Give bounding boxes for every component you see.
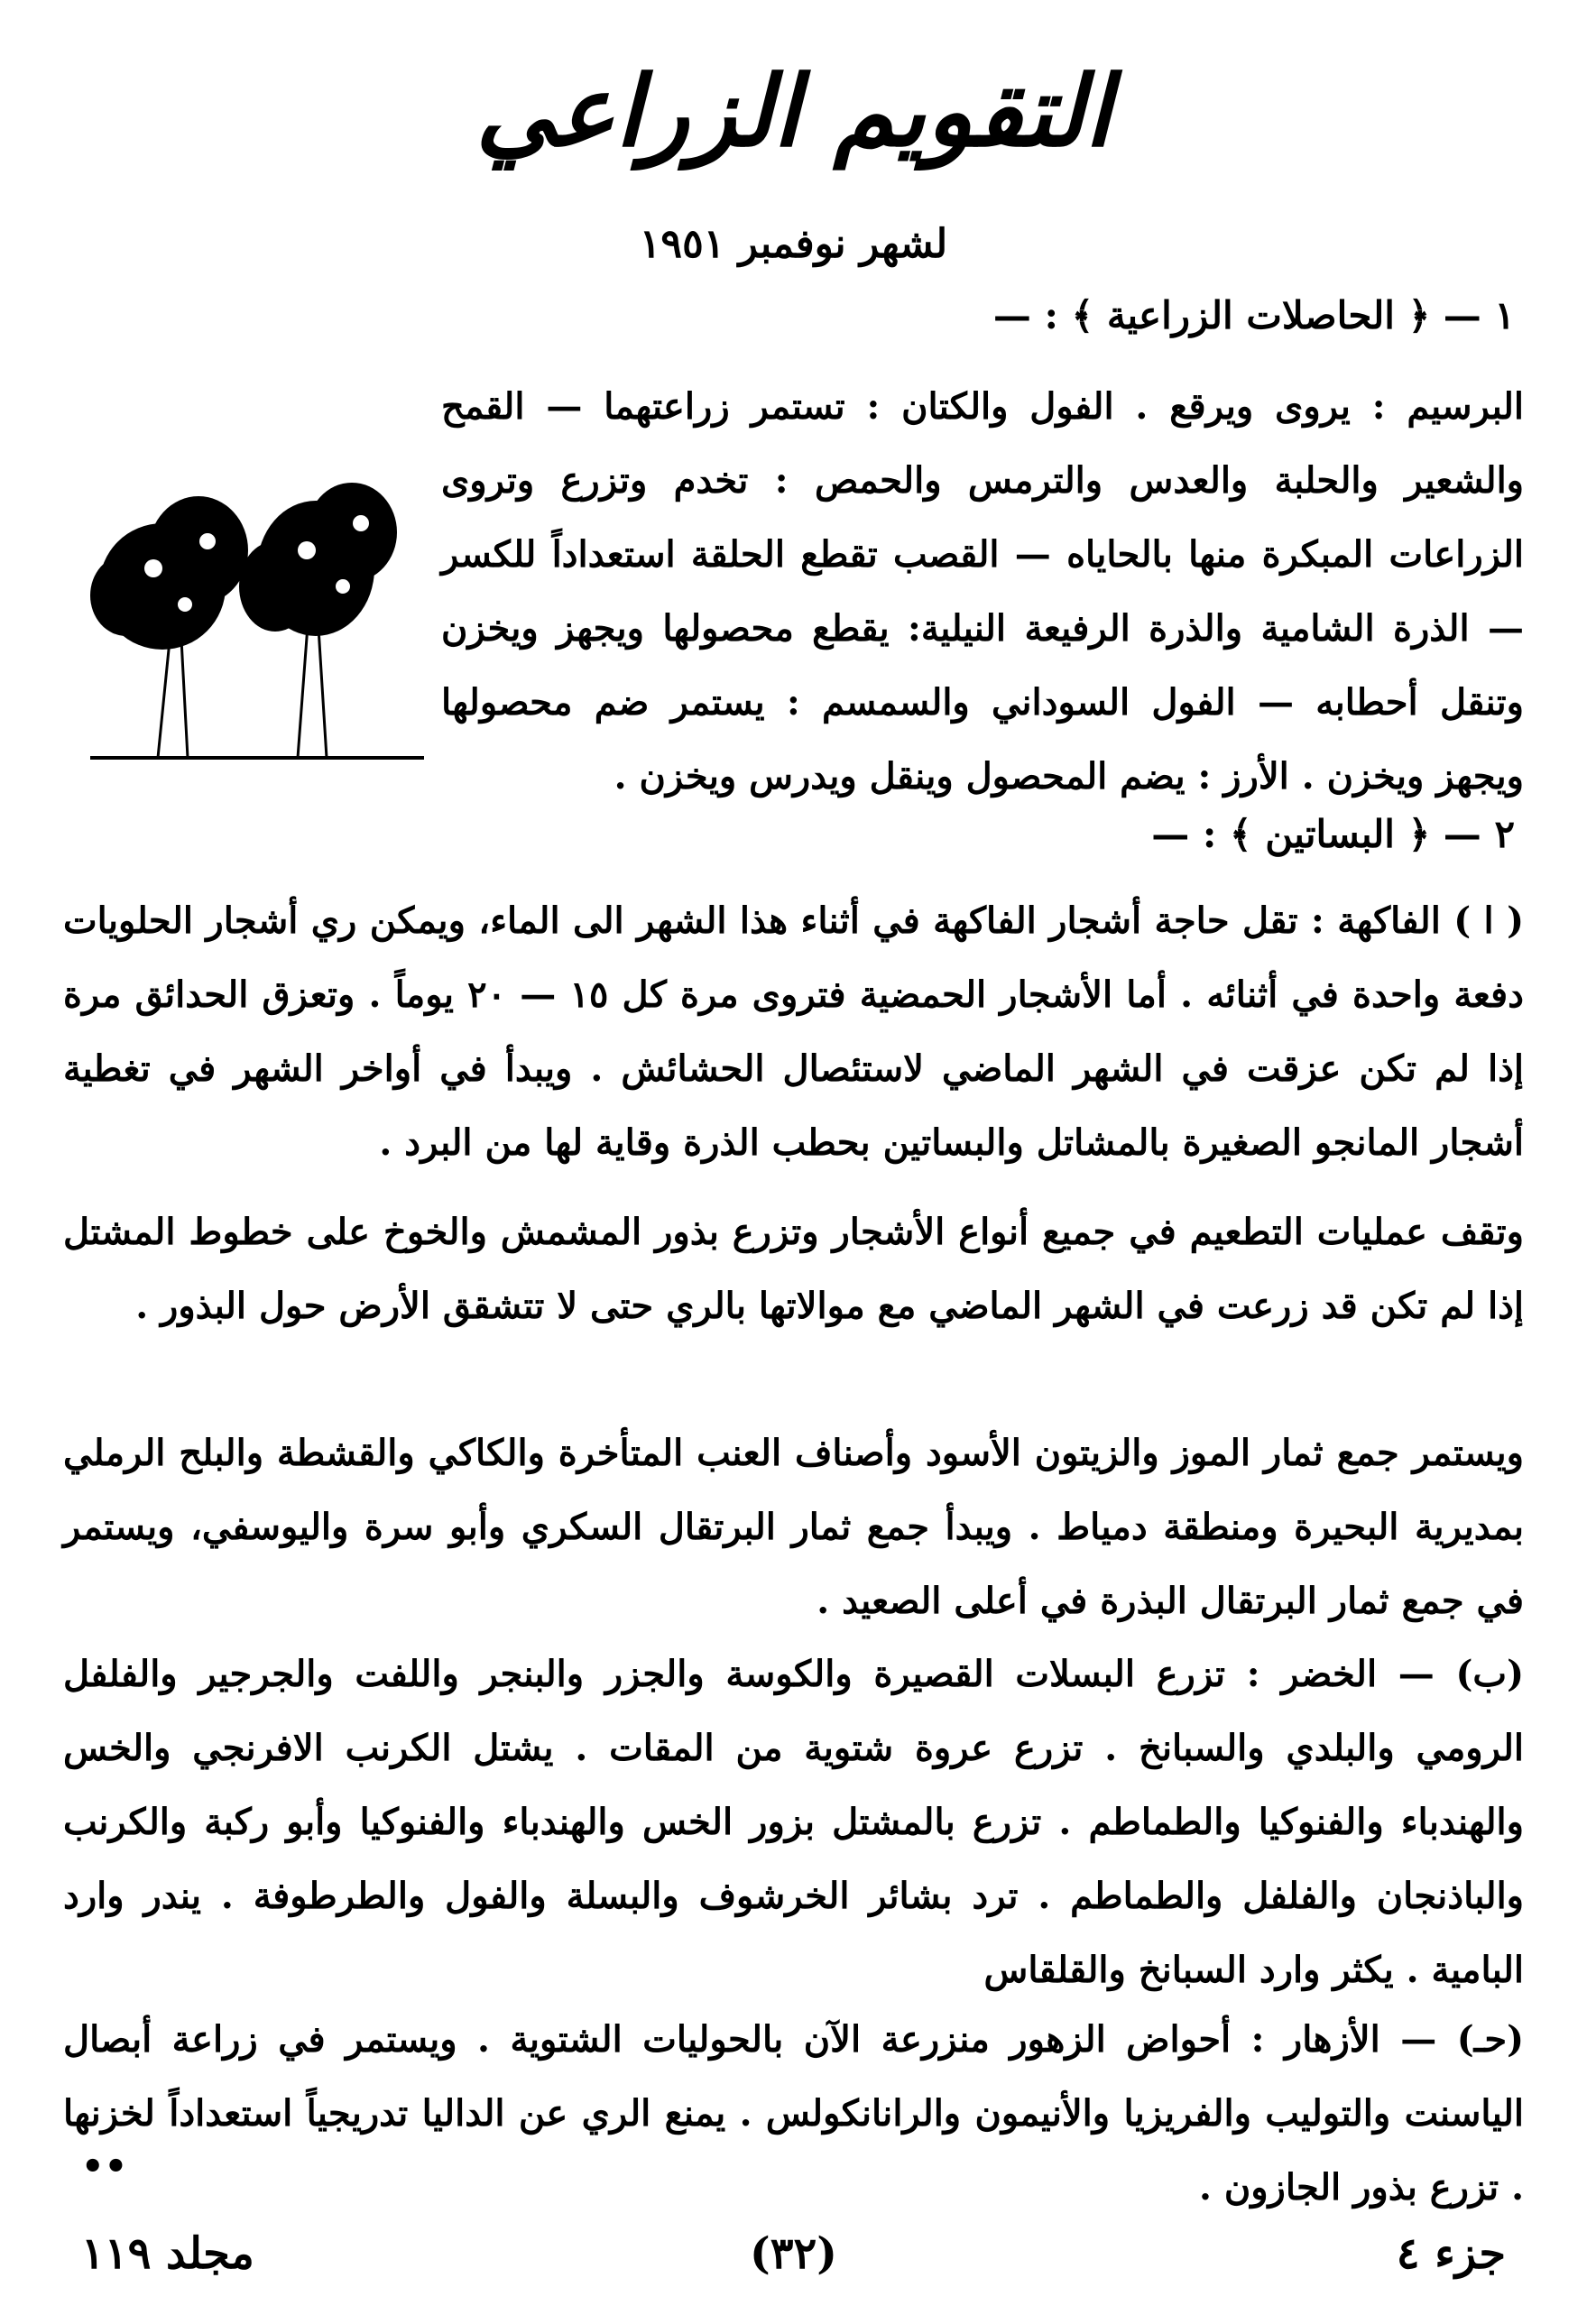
footer-volume: مجلد ١١٩ — [81, 2228, 254, 2279]
vegetables-paragraph: (ب) — الخضر : تزرع البسلات القصيرة والكوسة والجزر والبنجر واللفت والجرجير والفلفل الرومي والبلدي والسبانخ . تزرع عروة شتوية من المقات . يشتل الكرنب الافرنجي والخس والهندباء والفنوكيا والطماطم . تزرع بالمشتل بزور الخس والهندباء والفنوكيا وأبو ركبة والكرنب والباذنجان والفلفل والطماطم . ترد بشائر الخرشوف والبسلة والفول والطرطوفة . يندر وارد البامية . يكثر وارد السبانخ والقلقاس — [63, 1653, 1524, 1991]
section1-heading: ١ — ﴿ الحاصلات الزراعية ﴾ : — — [992, 293, 1515, 337]
flowers-paragraph: (حـ) — الأزهار : أحواض الزهور منزرعة الآن بالحوليات الشتوية . ويستمر في زراعة أبصال الياسنت والتوليب والفريزيا والأنيمون والرانانكولس . يمنع الري عن الداليا تدريجياً استعداداً لخزنها . تزرع بذور الجازون . — [63, 2018, 1524, 2209]
grafting-paragraph: وتقف عمليات التطعيم في جميع أنواع الأشجار وتزرع بذور المشمش والخوخ على خطوط المشتل إذا لم تكن قد زرعت في الشهر الماضي مع موالاتها بالري حتى لا تتشقق الأرض حول البذور . — [63, 1211, 1524, 1327]
page-title: التقويم الزراعي — [475, 55, 1112, 169]
end-stars: •• — [81, 2145, 128, 2188]
harvest-paragraph: ويستمر جمع ثمار الموز والزيتون الأسود وأصناف العنب المتأخرة والكاكي والقشطة والبلح الرملي بمديرية البحيرة ومنطقة دمياط . ويبدأ جمع ثمار البرتقال السكري وأبو سرة واليوسفي، ويستمر في جمع ثمار البرتقال البذرة في أعلى الصعيد . — [63, 1432, 1524, 1622]
footer-page-number: (٣٢) — [750, 2228, 837, 2279]
footer-part: جزء ٤ — [1396, 2228, 1506, 2279]
section1-paragraph: البرسيم : يروى ويرقع . الفول والكتان : تستمر زراعتهما — القمح والشعير والحلبة والعدس والترمس والحمص : تخدم وتزرع وتروى الزراعات المبكرة منها بالحاياه — القصب تقطع الحلقة استعداداً للكسر — الذرة الشامية والذرة الرفيعة النيلية: يقطع محصولها ويجهز ويخزن وتنقل أحطابه — الفول السوداني والسمسم : يستمر ضم محصولها ويجهز ويخزن . الأرز : يضم المحصول وينقل ويدرس ويخزن . — [441, 385, 1524, 798]
page — [63, 36, 1524, 2292]
page-footer — [63, 2228, 1524, 2292]
section2-heading: ٢ — ﴿ البساتين ﴾ : — — [1151, 812, 1515, 856]
fruit-paragraph: ( ا ) الفاكهة : تقل حاجة أشجار الفاكهة في أثناء هذا الشهر الى الماء، ويمكن ري أشجار الحلويات دفعة واحدة في أثنائه . أما الأشجار الحمضية فتروى مرة كل ١٥ — ٢٠ يوماً . وتعزق الحدائق مرة إذا لم تكن عزقت في الشهر الماضي لاستئصال الحشائش . ويبدأ في أواخر الشهر في تغطية أشجار المانجو الصغيرة بالمشاتل والبساتين بحطب الذرة وقاية لها من البرد . — [63, 899, 1524, 1164]
trees-illustration — [72, 433, 433, 776]
tree-icon — [72, 433, 433, 776]
page-subtitle: لشهر نوفمبر ١٩٥١ — [639, 221, 948, 267]
